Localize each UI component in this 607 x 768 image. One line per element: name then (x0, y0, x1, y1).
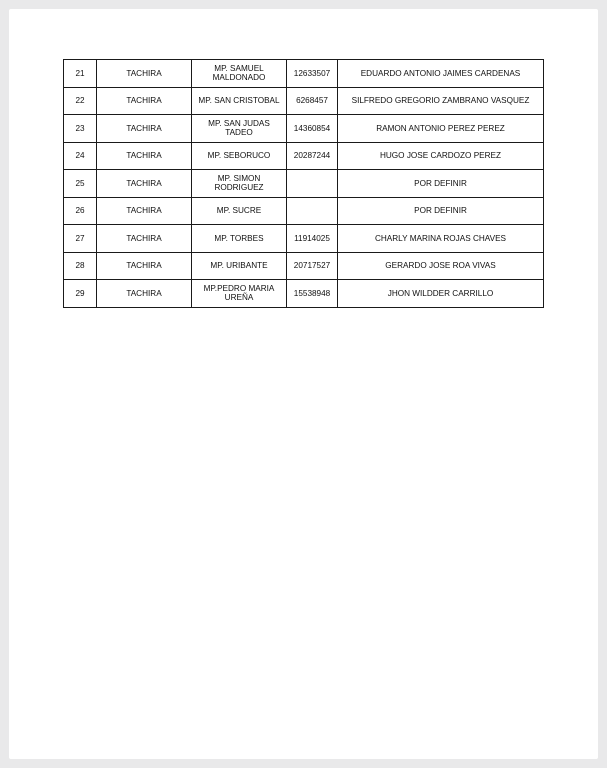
row-number: 25 (64, 170, 97, 198)
table-row (64, 142, 544, 170)
roster-table (63, 59, 544, 308)
name-cell: HUGO JOSE CARDOZO PEREZ (338, 142, 544, 170)
table-row (64, 280, 544, 308)
state-cell: TACHIRA (97, 170, 192, 198)
row-number: 29 (64, 280, 97, 308)
municipality-cell: MP. SUCRE (192, 197, 287, 225)
document-page (9, 9, 598, 759)
state-cell: TACHIRA (97, 60, 192, 88)
id-number-cell: 11914025 (287, 225, 338, 253)
name-cell: GERARDO JOSE ROA VIVAS (338, 252, 544, 280)
id-number-cell: 20287244 (287, 142, 338, 170)
id-number-cell: 20717527 (287, 252, 338, 280)
table-row (64, 252, 544, 280)
name-cell: SILFREDO GREGORIO ZAMBRANO VASQUEZ (338, 87, 544, 115)
id-number-cell: 15538948 (287, 280, 338, 308)
name-cell: EDUARDO ANTONIO JAIMES CARDENAS (338, 60, 544, 88)
state-cell: TACHIRA (97, 142, 192, 170)
state-cell: TACHIRA (97, 115, 192, 143)
municipality-cell: MP. SAN JUDAS TADEO (192, 115, 287, 143)
id-number-cell: 6268457 (287, 87, 338, 115)
row-number: 28 (64, 252, 97, 280)
row-number: 27 (64, 225, 97, 253)
municipality-cell: MP. URIBANTE (192, 252, 287, 280)
state-cell: TACHIRA (97, 280, 192, 308)
table-row (64, 225, 544, 253)
name-cell: POR DEFINIR (338, 170, 544, 198)
row-number: 22 (64, 87, 97, 115)
row-number: 23 (64, 115, 97, 143)
id-number-cell: 12633507 (287, 60, 338, 88)
table-row (64, 170, 544, 198)
municipality-cell: MP. SEBORUCO (192, 142, 287, 170)
state-cell: TACHIRA (97, 87, 192, 115)
table-row (64, 87, 544, 115)
table-row (64, 115, 544, 143)
state-cell: TACHIRA (97, 197, 192, 225)
name-cell: CHARLY MARINA ROJAS CHAVES (338, 225, 544, 253)
municipality-cell: MP. SAN CRISTOBAL (192, 87, 287, 115)
id-number-cell: 14360854 (287, 115, 338, 143)
table-row (64, 197, 544, 225)
name-cell: JHON WILDDER CARRILLO (338, 280, 544, 308)
row-number: 26 (64, 197, 97, 225)
name-cell: POR DEFINIR (338, 197, 544, 225)
name-cell: RAMON ANTONIO PEREZ PEREZ (338, 115, 544, 143)
municipality-cell: MP. SAMUEL MALDONADO (192, 60, 287, 88)
state-cell: TACHIRA (97, 225, 192, 253)
row-number: 24 (64, 142, 97, 170)
municipality-cell: MP.PEDRO MARIA UREÑA (192, 280, 287, 308)
table-row (64, 60, 544, 88)
municipality-cell: MP. SIMON RODRIGUEZ (192, 170, 287, 198)
state-cell: TACHIRA (97, 252, 192, 280)
id-number-cell (287, 197, 338, 225)
municipality-cell: MP. TORBES (192, 225, 287, 253)
id-number-cell (287, 170, 338, 198)
row-number: 21 (64, 60, 97, 88)
